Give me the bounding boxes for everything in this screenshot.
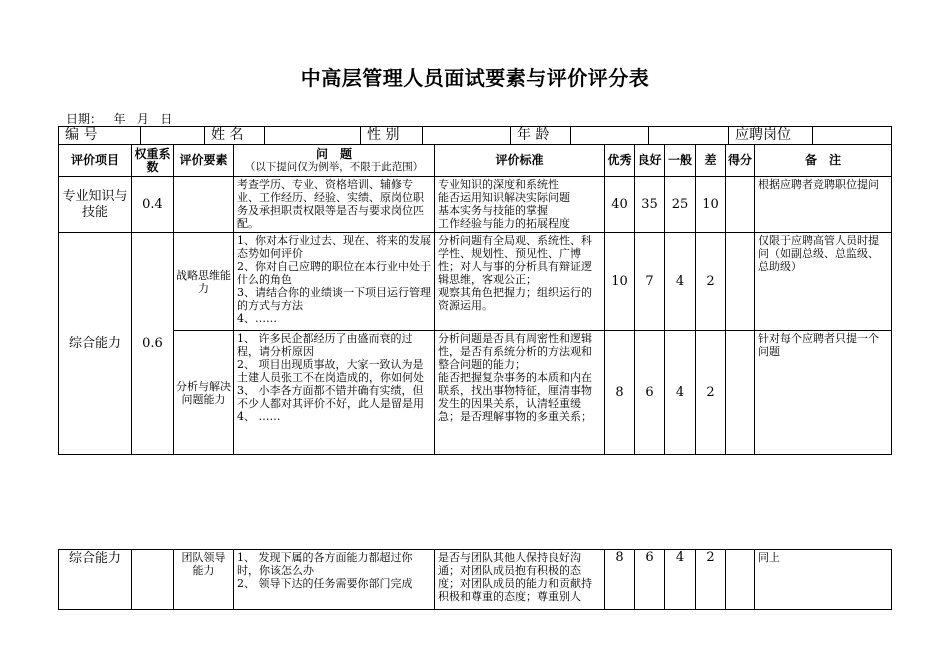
- row-item: 综合能力: [59, 550, 132, 610]
- header-weight: 权重系数: [132, 145, 174, 177]
- name-value-cell[interactable]: [265, 127, 361, 145]
- row-element: [174, 177, 234, 233]
- row-element: 分析与解决问题能力: [174, 331, 234, 455]
- info-table: [58, 126, 892, 145]
- row-average: 4: [665, 233, 696, 331]
- position-value-cell[interactable]: [813, 127, 892, 145]
- row-element: 团队领导能力: [174, 550, 234, 610]
- number-label: 编 号: [59, 127, 141, 145]
- header-element: 评价要素: [174, 145, 234, 177]
- row-excellent: 40: [605, 177, 635, 233]
- row-remark: 根据应聘者竞聘职位提问: [755, 177, 892, 233]
- row-excellent: 8: [605, 550, 635, 610]
- table-row: [59, 550, 892, 610]
- position-label: 应聘岗位: [729, 127, 813, 145]
- row-remark: 同上: [755, 550, 892, 610]
- row-remark: 仅限于应聘高管人员时提问（如副总级、总监级、总助级）: [755, 233, 892, 331]
- row-question: 考查学历、专业、资格培训、辅修专业、工作经历、经验、实绩、原岗位职务及承担职责权限等是否与要求岗位匹配。: [234, 177, 435, 233]
- name-label: 姓 名: [205, 127, 265, 145]
- header-standard: 评价标准: [435, 145, 605, 177]
- row-question: 1、你对本行业过去、现在、将来的发展态势如何评价 2、你对自己应聘的职位在本行业中处于什么的角色 3、请结合你的业绩谈一下项目运行管理的方式与方法 4、……: [234, 233, 435, 331]
- row-score-cell[interactable]: [726, 550, 755, 610]
- evaluation-table: [58, 144, 892, 455]
- evaluation-table-continued: [58, 549, 892, 610]
- header-question: [234, 145, 435, 177]
- gender-value-cell[interactable]: [423, 127, 511, 145]
- row-excellent: 8: [605, 331, 635, 455]
- row-item: 综合能力: [59, 233, 132, 455]
- header-excellent: 优秀: [605, 145, 635, 177]
- table-row: [59, 233, 892, 331]
- row-average: 4: [665, 550, 696, 610]
- header-row: [59, 145, 892, 177]
- row-score-cell[interactable]: [726, 331, 755, 455]
- row-good: 6: [635, 550, 665, 610]
- header-question-title: 问 题: [315, 146, 352, 161]
- header-item: 评价项目: [59, 145, 132, 177]
- row-question: 1、 发现下属的各方面能力都超过你时，你该怎么办 2、 领导下达的任务需要你部门完成: [234, 550, 435, 610]
- table-row: [59, 177, 892, 233]
- row-score-cell[interactable]: [726, 233, 755, 331]
- page-title: 中高层管理人员面试要素与评价评分表: [300, 66, 650, 90]
- row-element: 战略思维能力: [174, 233, 234, 331]
- header-poor: 差: [696, 145, 726, 177]
- row-good: 7: [635, 233, 665, 331]
- row-standard: 分析问题是否具有周密性和逻辑性，是否有系统分析的方法观和整合问题的能力； 能否把握复杂事务的本质和内在联系，找出事物特征，厘清事物发生的因果关系，认清轻重缓急；是否理解事物的多重关系；: [435, 331, 605, 455]
- header-question-note: （以下提问仅为例举，不限于此范围）: [244, 160, 424, 173]
- age-label: 年 龄: [511, 127, 571, 145]
- gender-label: 性 别: [361, 127, 423, 145]
- age-value-cell[interactable]: [571, 127, 649, 145]
- row-item: 专业知识与技能: [59, 177, 132, 233]
- row-question: 1、 许多民企都经历了由盛而衰的过程，请分析原因 2、 项目出现质事故，大家一致认为是土建人员张工不在岗造成的，你如何处 3、 小李各方面都不错并确有实绩，但不少人都对其评价不好，此人是留是用 4、 ……: [234, 331, 435, 455]
- header-average: 一般: [665, 145, 696, 177]
- row-average: 4: [665, 331, 696, 455]
- row-standard: 是否与团队其他人保持良好沟通；对团队成员抱有积极的态度；对团队成员的能力和贡献持积极和尊重的态度；尊重别人: [435, 550, 605, 610]
- row-poor: 2: [696, 233, 726, 331]
- row-poor: 2: [696, 550, 726, 610]
- row-poor: 2: [696, 331, 726, 455]
- row-weight: 0.6: [132, 233, 174, 455]
- row-remark: 针对每个应聘者只提一个问题: [755, 331, 892, 455]
- row-weight: [132, 550, 174, 610]
- header-remark: 备 注: [755, 145, 892, 177]
- position-blank-cell: [649, 127, 729, 145]
- row-score-cell[interactable]: [726, 177, 755, 233]
- table-row: [59, 331, 892, 455]
- row-standard: 分析问题有全局观、系统性、科学性、规划性、预见性、广博性；对人与事的分析具有辩证逻辑思维，客观公正； 观察其角色把握力；组织运行的资源运用。: [435, 233, 605, 331]
- row-poor: 10: [696, 177, 726, 233]
- row-standard: 专业知识的深度和系统性 能否运用知识解决实际问题 基本实务与技能的掌握 工作经验与能力的拓展程度: [435, 177, 605, 233]
- row-excellent: 10: [605, 233, 635, 331]
- number-value-cell[interactable]: [141, 127, 205, 145]
- row-good: 6: [635, 331, 665, 455]
- date-line: 日期： 年 月 日: [66, 112, 173, 126]
- row-average: 25: [665, 177, 696, 233]
- header-good: 良好: [635, 145, 665, 177]
- row-good: 35: [635, 177, 665, 233]
- header-score: 得分: [726, 145, 755, 177]
- row-weight: 0.4: [132, 177, 174, 233]
